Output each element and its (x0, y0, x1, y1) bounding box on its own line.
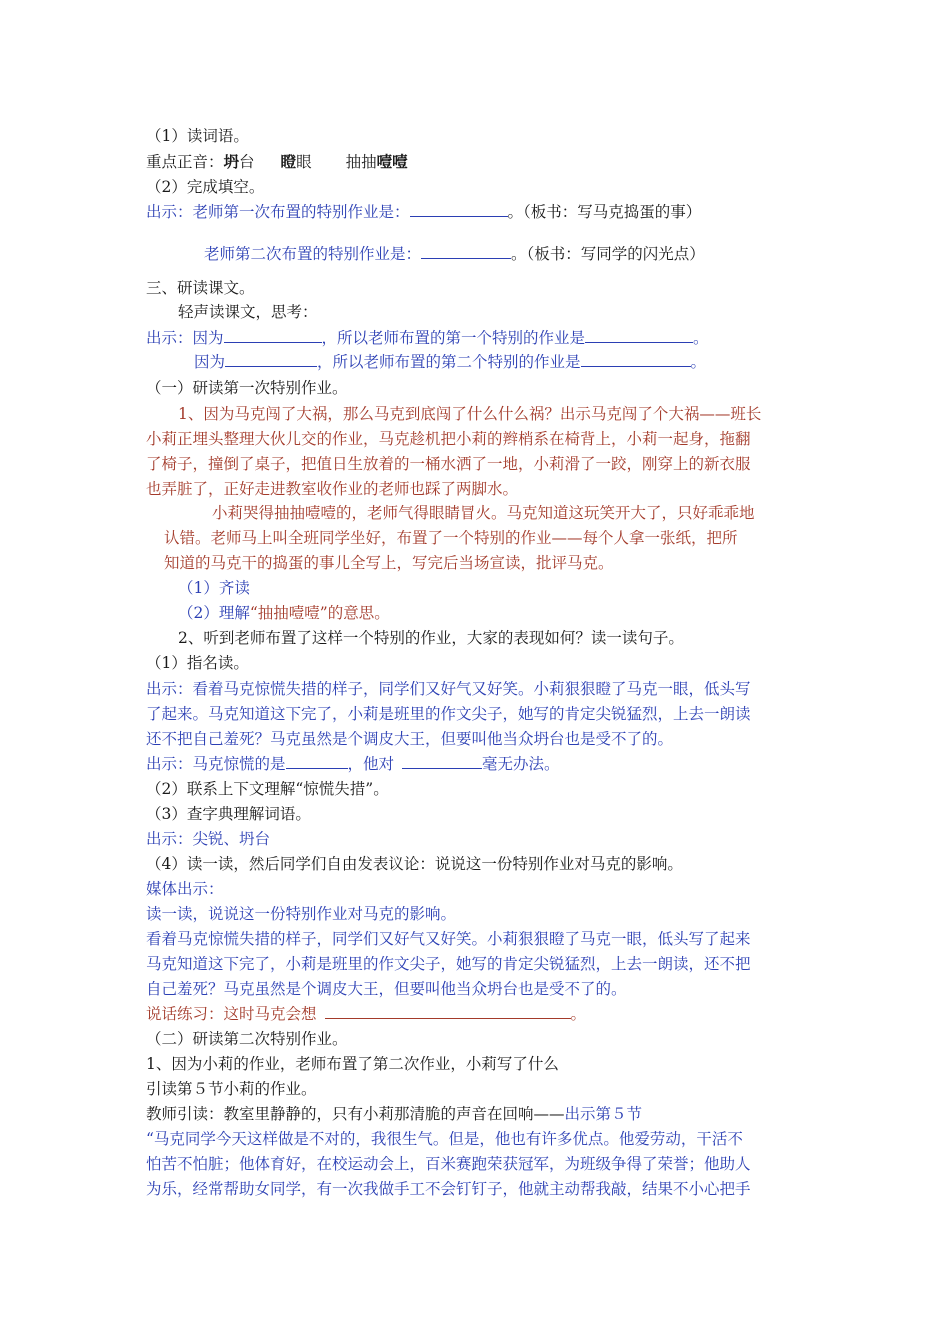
text: 引读第５节小莉的作业。 (146, 1080, 317, 1098)
passage-line (146, 729, 673, 749)
pronunciation-line (146, 152, 408, 172)
text: （一）研读第一次特别作业。 (146, 379, 348, 397)
question-line-3 (146, 1054, 559, 1074)
text: 马克知道这下完了，小莉是班里的作文尖子，她写的肯定尖锐猛烈，上去一朗读，还不把 (146, 955, 751, 973)
blank (286, 754, 348, 769)
text: 。（板书：写马克捣蛋的事） (507, 203, 702, 221)
text: （2）理解 (178, 604, 250, 622)
text: 认错。老师马上叫全班同学坐好，布置了一个特别的作业——每个人拿一张纸，把所 (164, 529, 738, 547)
text: 说话练习：这时马克会想 (146, 1005, 317, 1023)
text: 。 (690, 353, 707, 371)
passage-line (146, 704, 751, 724)
discussion-line (146, 854, 683, 874)
named-read-line (146, 653, 249, 673)
text: 还不把自己羞死？马克虽然是个调皮大王，但要叫他当众坍台也是受不了的。 (146, 730, 674, 748)
text: （1）齐读 (178, 579, 250, 597)
text: 轻声读课文，思考： (178, 303, 318, 321)
text: 出示第５节 (564, 1105, 643, 1123)
text: 怕苦不怕脏；他体育好，在校运动会上，百米赛跑荣获冠军，为班级争得了荣誉；他助人 (146, 1155, 751, 1173)
lead-read-line (146, 1079, 317, 1099)
text: 了椅子，撞倒了桌子，把值日生放着的一桶水洒了一地，小莉滑了一跤，刚穿上的新衣服 (146, 455, 751, 473)
media-line (146, 879, 224, 899)
text: 读一读，说说这一份特别作业对马克的影响。 (146, 905, 457, 923)
text: 。（板书：写同学的闪光点） (511, 245, 705, 263)
passage-line (212, 503, 755, 523)
passage-line (146, 979, 627, 999)
blank (410, 202, 508, 217)
because-line-1 (146, 328, 709, 348)
passage-line (146, 954, 751, 974)
text: （4）读一读，然后同学们自由发表议论：说说这一份特别作业对马克的影响。 (146, 855, 683, 873)
question-line-2 (178, 628, 684, 648)
read-words-line (146, 126, 249, 146)
text: 也弄脏了，正好走进教室收作业的老师也踩了两脚水。 (146, 480, 519, 498)
fill-blank-heading (146, 177, 264, 197)
passage-line (146, 429, 751, 449)
blank (325, 1004, 571, 1019)
text: 小莉正埋头整理大伙儿交的作业，马克趁机把小莉的辫梢系在椅背上，小莉一起身，拖翻 (146, 430, 751, 448)
passage-line (146, 1129, 743, 1149)
text: “马克同学今天这样做是不对的，我很生气。但是，他也有许多优点。他爱劳动，干活不 (146, 1130, 743, 1148)
blank (225, 352, 317, 367)
first-homework-line (146, 202, 701, 222)
context-line (146, 779, 389, 799)
second-homework-line (204, 244, 705, 264)
text: 看着马克惊慌失措的样子，同学们又好气又好笑。小莉狠狠瞪了马克一眼，低头写了起来 (146, 930, 751, 948)
text: 出示：尖锐、坍台 (146, 830, 271, 848)
text: 出示：看着马克惊慌失措的样子，同学们又好气又好笑。小莉狠狠瞪了马克一眼，低头写 (146, 680, 751, 698)
text: 教师引读：教室里静静的，只有小莉那清脆的声音在回响—— (146, 1105, 565, 1123)
text: （二）研读第二次特别作业。 (146, 1030, 348, 1048)
because-line-2 (194, 352, 706, 372)
text: 重点正音： (146, 153, 224, 171)
fill-line (146, 754, 560, 774)
passage-line (146, 454, 751, 474)
text: 出示：因为 (146, 329, 224, 347)
bold-char: 噎噎 (376, 152, 408, 171)
subsection-heading-2 (146, 1029, 348, 1049)
text: 知道的马克干的捣蛋的事儿全写上，写完后当场宣读，批评马克。 (164, 554, 614, 572)
text: 。 (693, 329, 709, 347)
text: 台 (239, 153, 255, 171)
section-heading (146, 278, 255, 298)
text: 。 (570, 1005, 587, 1023)
question-line (178, 404, 761, 424)
text: 抽抽 (345, 153, 377, 171)
subsection-heading-1 (146, 378, 348, 398)
text: （1）读词语。 (146, 127, 249, 145)
speaking-practice-line (146, 1004, 586, 1024)
text: ，所以老师布置的第二个特别的作业是 (317, 353, 581, 371)
text: 毫无办法。 (482, 755, 560, 773)
text: 三、研读课文。 (146, 279, 255, 297)
text: 出示：老师第一次布置的特别作业是： (146, 203, 410, 221)
instruction-line (178, 302, 318, 322)
text: 2、听到老师布置了这样一个特别的作业，大家的表现如何？读一读句子。 (178, 629, 684, 647)
text: （2）联系上下文理解“惊慌失措”。 (146, 780, 389, 798)
passage-line (146, 1154, 751, 1174)
blank (402, 754, 482, 769)
text: 因为 (194, 353, 226, 371)
understand-line (178, 603, 390, 623)
text: （1）指名读。 (146, 654, 249, 672)
passage-line (164, 528, 738, 548)
text: （2）完成填空。 (146, 178, 265, 196)
text: 了起来。马克知道这下完了，小莉是班里的作文尖子，她写的肯定尖锐猛烈，上去一朗读 (146, 705, 751, 723)
passage-line (146, 1179, 751, 1199)
bold-char: 坍 (223, 152, 240, 171)
text: 小莉哭得抽抽噎噎的，老师气得眼睛冒火。马克知道这玩笑开大了，只好乖乖地 (212, 504, 755, 522)
passage-line (146, 679, 751, 699)
text: ，他对 (347, 755, 395, 773)
text: 媒体出示： (146, 880, 224, 898)
text: 1、因为小莉的作业，老师布置了第二次作业，小莉写了什么 (146, 1055, 559, 1073)
text: 出示：马克惊慌的是 (146, 755, 286, 773)
text: 出示马克闯了个大祸——班长 (559, 405, 762, 423)
passage-line (146, 479, 518, 499)
text: 1、因为马克闯了大祸，那么马克到底闯了什么什么祸？ (178, 405, 560, 423)
blank (581, 352, 691, 367)
text: 老师第二次布置的特别作业是： (204, 245, 422, 263)
text: 自己羞死？马克虽然是个调皮大王，但要叫他当众坍台也是受不了的。 (146, 980, 627, 998)
passage-line (146, 929, 751, 949)
choral-read-line (178, 578, 250, 598)
show-words-line (146, 829, 270, 849)
bold-char: 瞪 (280, 152, 297, 171)
blank (421, 244, 511, 259)
media-line (146, 904, 456, 924)
teacher-lead-line (146, 1104, 642, 1124)
text: ，所以老师布置的第一个特别的作业是 (321, 329, 586, 347)
dictionary-line (146, 804, 311, 824)
blank (224, 328, 322, 343)
text: （3）查字典理解词语。 (146, 805, 311, 823)
text: “抽抽噎噎”的意思。 (249, 604, 390, 622)
passage-line (164, 553, 614, 573)
blank (585, 328, 693, 343)
text: 为乐，经常帮助女同学，有一次我做手工不会钉钉子，他就主动帮我敲，结果不小心把手 (146, 1180, 751, 1198)
text: 眼 (296, 153, 312, 171)
